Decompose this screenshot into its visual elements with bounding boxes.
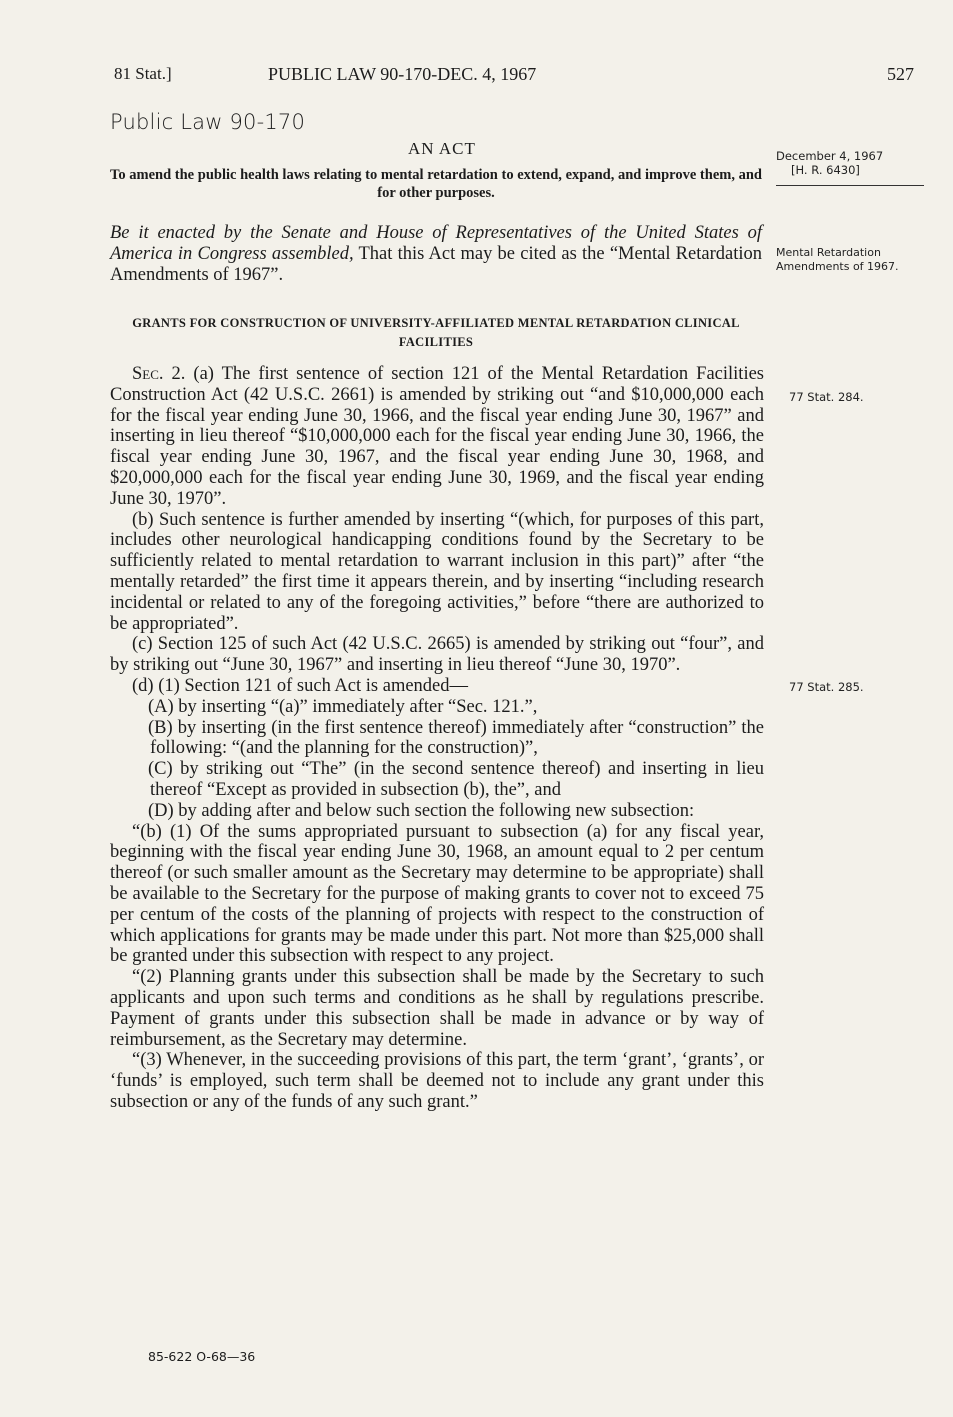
paragraph-c: (c) Section 125 of such Act (42 U.S.C. 2665) is amended by striking out “four”, and by striking out “June 30, 1967” and inserting in lieu thereof “June 30, 1970”.	[110, 634, 764, 676]
clause-d-c: (C) by striking out “The” (in the second sentence thereof) and inserting in lieu thereof “Except as provided in subsection (b), the”, and	[148, 759, 764, 800]
margin-date-note	[776, 149, 926, 186]
law-number: Public Law 90-170	[110, 110, 306, 134]
enacting-clause-rest: That this Act may be cited as the “Mental Retardation Amendments of 1967”.	[110, 244, 762, 285]
enacting-clause-italic: Be it enacted by the Senate and House of Representatives of the United States of America in Congress assembled,	[110, 223, 762, 264]
margin-short-title-note: Mental Retardation Amendments of 1967.	[776, 246, 899, 273]
enactment-date: December 4, 1967	[776, 149, 884, 163]
page-number: 527	[887, 64, 914, 84]
clause-d-b: (B) by inserting (in the first sentence thereof) immediately after “construction” the following: “(and the planning for the construction)”,	[148, 717, 764, 759]
clause-d-d: (D) by adding after and below such section the following new subsection:	[148, 800, 695, 821]
act-purpose: To amend the public health laws relating to mental retardation to extend, expand, and improve them, and for other purposes.	[110, 167, 762, 201]
enacting-clause	[110, 223, 762, 286]
paragraph-a: Sec. 2. (a) The first sentence of section 121 of the Mental Retardation Facilities Construction Act (42 U.S.C. 2661) is amended by striking out “and $10,000,000 each for the fiscal year ending June 30, 1966, and the fiscal year ending June 30, 1967” and inserting in lieu thereof “$10,000,000 each for the fiscal year ending June 30, 1966, the fiscal year ending June 30, 1967, and the fiscal year ending June 30, 1968, and $20,000,000 each for the fiscal year ending June 30, 1969, and the fiscal year ending June 30, 1970”.	[110, 364, 764, 509]
section-2-text	[110, 364, 764, 1113]
margin-rule	[776, 185, 924, 186]
bill-number: [H. R. 6430]	[791, 163, 860, 177]
margin-stat-284: 77 Stat. 284.	[789, 390, 864, 404]
paragraph-b: (b) Such sentence is further amended by inserting “(which, for purposes of this part, includes other neurological handicapping conditions found by the Secretary to be sufficiently related to mental retardation to warrant inclusion in this part)” after “the mentally retarded” the first time it appears therein, and by inserting “including research incidental or related to any of the foregoing activities,” before “there are authorized to be appropriated”.	[110, 509, 764, 634]
printing-code: 85-622 O-68—36	[148, 1349, 256, 1364]
paragraph-d1: (d) (1) Section 121 of such Act is amended—	[132, 675, 469, 696]
margin-stat-285: 77 Stat. 285.	[789, 680, 864, 694]
quoted-subsection-b2: “(2) Planning grants under this subsection shall be made by the Secretary to such applicants and upon such terms and conditions as he shall by regulations prescribe. Payment of grants under this subsection shall be made in advance or by way of reimbursement, as the Secretary may determine.	[110, 967, 764, 1050]
act-title: AN ACT	[408, 139, 476, 158]
clause-d-a: (A) by inserting “(a)” immediately after “Sec. 121.”,	[148, 696, 538, 717]
running-head	[0, 64, 953, 90]
section-heading: GRANTS FOR CONSTRUCTION OF UNIVERSITY-AFFILIATED MENTAL RETARDATION CLINICAL FACILITIES	[132, 316, 740, 349]
statute-volume: 81 Stat.]	[114, 64, 172, 83]
running-title: PUBLIC LAW 90-170-DEC. 4, 1967	[268, 64, 537, 84]
section-label: Sec. 2.	[132, 364, 186, 384]
quoted-subsection-b1: “(b) (1) Of the sums appropriated pursuant to subsection (a) for any fiscal year, beginning with the fiscal year ending June 30, 1968, an amount equal to 2 per centum thereof (or such smaller amount as the Secretary may determine to be appropriate) shall be available to the Secretary for the purpose of making grants to cover not to exceed 75 per centum of the costs of the planning of projects with respect to the construction of which applications for grants may be made under this part. Not more than $25,000 shall be granted under this subsection with respect to any project.	[110, 821, 764, 967]
quoted-subsection-b3: “(3) Whenever, in the succeeding provisions of this part, the term ‘grant’, ‘grants’, or ‘funds’ is employed, such term shall be deemed not to include any grant under this subsection or any of the funds of any such grant.”	[110, 1050, 764, 1112]
